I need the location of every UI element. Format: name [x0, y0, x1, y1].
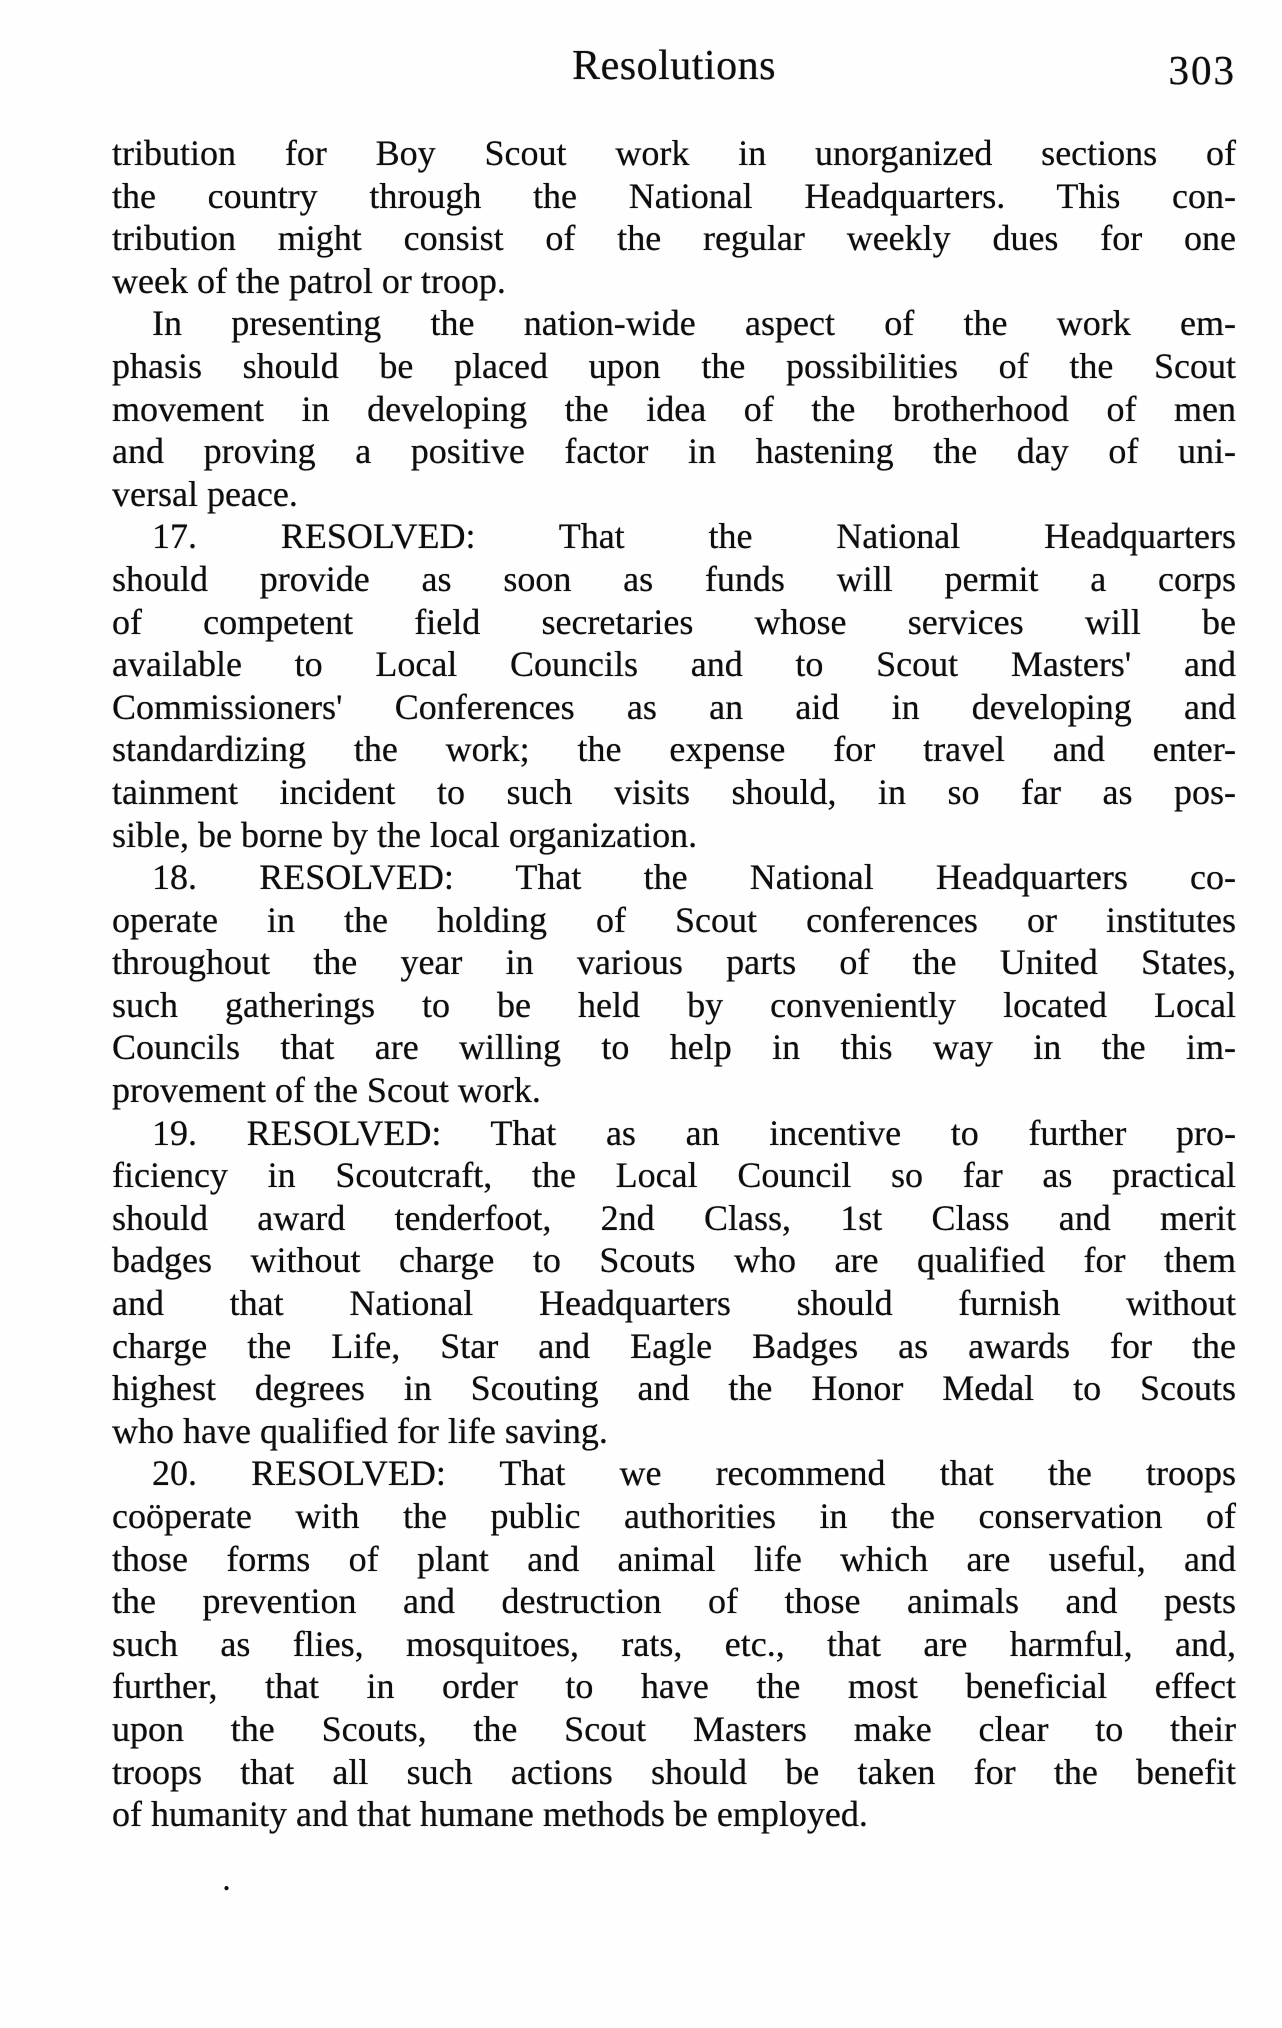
- print-artifact-dot: .: [222, 1858, 231, 1898]
- text-line: troops that all such actions should be taken for the benefit: [112, 1751, 1236, 1792]
- text-line: such gatherings to be held by conveniently located Local: [112, 984, 1236, 1025]
- text-line: who have qualified for life saving.: [112, 1410, 608, 1451]
- text-line: 18. RESOLVED: That the National Headquarters co-: [152, 857, 1236, 898]
- text-line: badges without charge to Scouts who are qualified for them: [112, 1240, 1236, 1281]
- text-line: Commissioners' Conferences as an aid in developing and: [112, 686, 1236, 727]
- text-line: week of the patrol or troop.: [112, 260, 506, 301]
- text-line: coöperate with the public authorities in the conservation of: [112, 1496, 1236, 1536]
- text-line: highest degrees in Scouting and the Honor Medal to Scouts: [112, 1368, 1236, 1409]
- text-line: movement in developing the idea of the brotherhood of men: [112, 388, 1236, 429]
- text-line: standardizing the work; the expense for travel and enter-: [112, 729, 1236, 770]
- text-line: should award tenderfoot, 2nd Class, 1st Class and merit: [112, 1197, 1236, 1238]
- text-line: upon the Scouts, the Scout Masters make clear to their: [112, 1708, 1236, 1749]
- text-line: of competent field secretaries whose services will be: [112, 601, 1236, 642]
- text-line: provement of the Scout work.: [112, 1070, 541, 1111]
- text-line: sible, be borne by the local organization.: [112, 814, 698, 855]
- text-line: operate in the holding of Scout conferences or institutes: [112, 899, 1236, 940]
- text-line: those forms of plant and animal life which are useful, and: [112, 1538, 1236, 1579]
- text-line: of humanity and that humane methods be employed.: [112, 1794, 868, 1835]
- text-line: and that National Headquarters should furnish without: [112, 1283, 1236, 1324]
- text-line: should provide as soon as funds will permit a corps: [112, 558, 1236, 599]
- text-line: available to Local Councils and to Scout Masters' and: [112, 644, 1236, 685]
- text-line: charge the Life, Star and Eagle Badges as awards for the: [112, 1325, 1236, 1366]
- text-line: phasis should be placed upon the possibilities of the Scout: [112, 345, 1236, 386]
- text-line: tribution for Boy Scout work in unorganized sections of: [112, 133, 1236, 173]
- page-title: Resolutions: [572, 43, 776, 89]
- text-line: such as flies, mosquitoes, rats, etc., that are harmful, and,: [112, 1623, 1236, 1664]
- text-line: throughout the year in various parts of the United States,: [112, 942, 1236, 983]
- text-line: and proving a positive factor in hastening the day of uni-: [112, 431, 1236, 472]
- text-line: versal peace.: [112, 473, 298, 514]
- text-line: further, that in order to have the most beneficial effect: [112, 1666, 1236, 1707]
- text-line: Councils that are willing to help in this way in the im-: [112, 1027, 1236, 1068]
- text-line: 19. RESOLVED: That as an incentive to further pro-: [152, 1112, 1236, 1153]
- text-line: tribution might consist of the regular weekly dues for one: [112, 218, 1236, 259]
- text-line: 17. RESOLVED: That the National Headquarters: [152, 516, 1236, 557]
- text-line: the country through the National Headquarters. This con-: [112, 175, 1236, 216]
- text-line: ficiency in Scoutcraft, the Local Council so far as practical: [112, 1155, 1236, 1196]
- page-text-block: [112, 132, 1236, 1836]
- text-line: 20. RESOLVED: That we recommend that the troops: [152, 1453, 1236, 1494]
- text-line: tainment incident to such visits should, in so far as pos-: [112, 771, 1236, 812]
- text-line: the prevention and destruction of those animals and pests: [112, 1581, 1236, 1622]
- page-number: 303: [1168, 47, 1236, 93]
- text-line: In presenting the nation-wide aspect of the work em-: [152, 303, 1236, 344]
- page-header: [112, 42, 1236, 98]
